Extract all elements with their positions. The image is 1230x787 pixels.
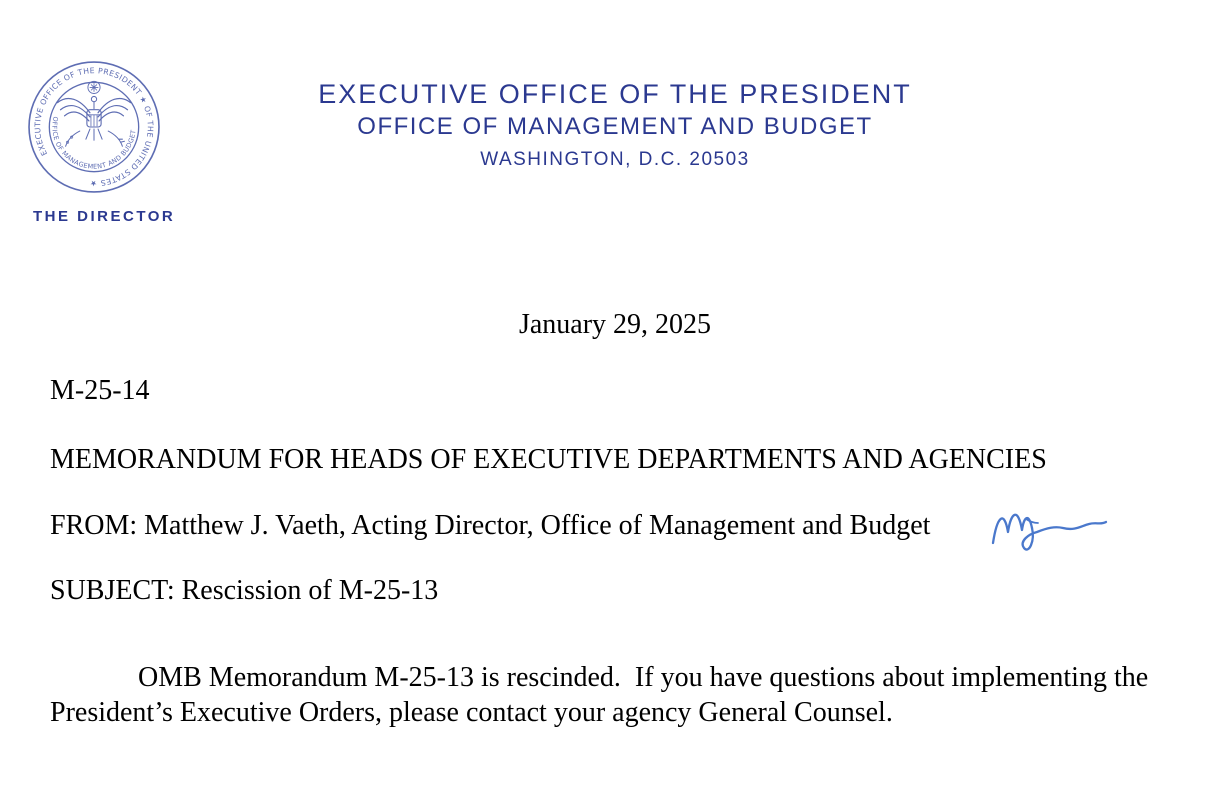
date-line: January 29, 2025 [518, 309, 712, 340]
body-paragraph: OMB Memorandum M-25-13 is rescinded. If you have questions about implementing the President’s Executive Orders, please contact your agency General Counsel. [50, 662, 1156, 728]
seal-outer-text: EXECUTIVE OFFICE OF THE PRESIDENT ★ OF THE UNITED STATES ★ [33, 66, 155, 188]
memorandum-line: MEMORANDUM FOR HEADS OF EXECUTIVE DEPARTMENTS AND AGENCIES [50, 444, 1047, 475]
letterhead-line2: OFFICE OF MANAGEMENT AND BUDGET [357, 113, 873, 140]
memo-number: M-25-14 [50, 375, 150, 406]
from-line: FROM: Matthew J. Vaeth, Acting Director, Office of Management and Budget [50, 510, 931, 541]
letterhead [0, 78, 1230, 172]
signature-image [985, 497, 1117, 563]
letterhead-line1: EXECUTIVE OFFICE OF THE PRESIDENT [318, 79, 912, 109]
seal-inner-text: OFFICE OF MANAGEMENT AND BUDGET [50, 115, 138, 171]
letterhead-line3: WASHINGTON, D.C. 20503 [480, 149, 750, 170]
director-label: THE DIRECTOR [33, 208, 176, 225]
subject-line: SUBJECT: Rescission of M-25-13 [50, 575, 439, 606]
